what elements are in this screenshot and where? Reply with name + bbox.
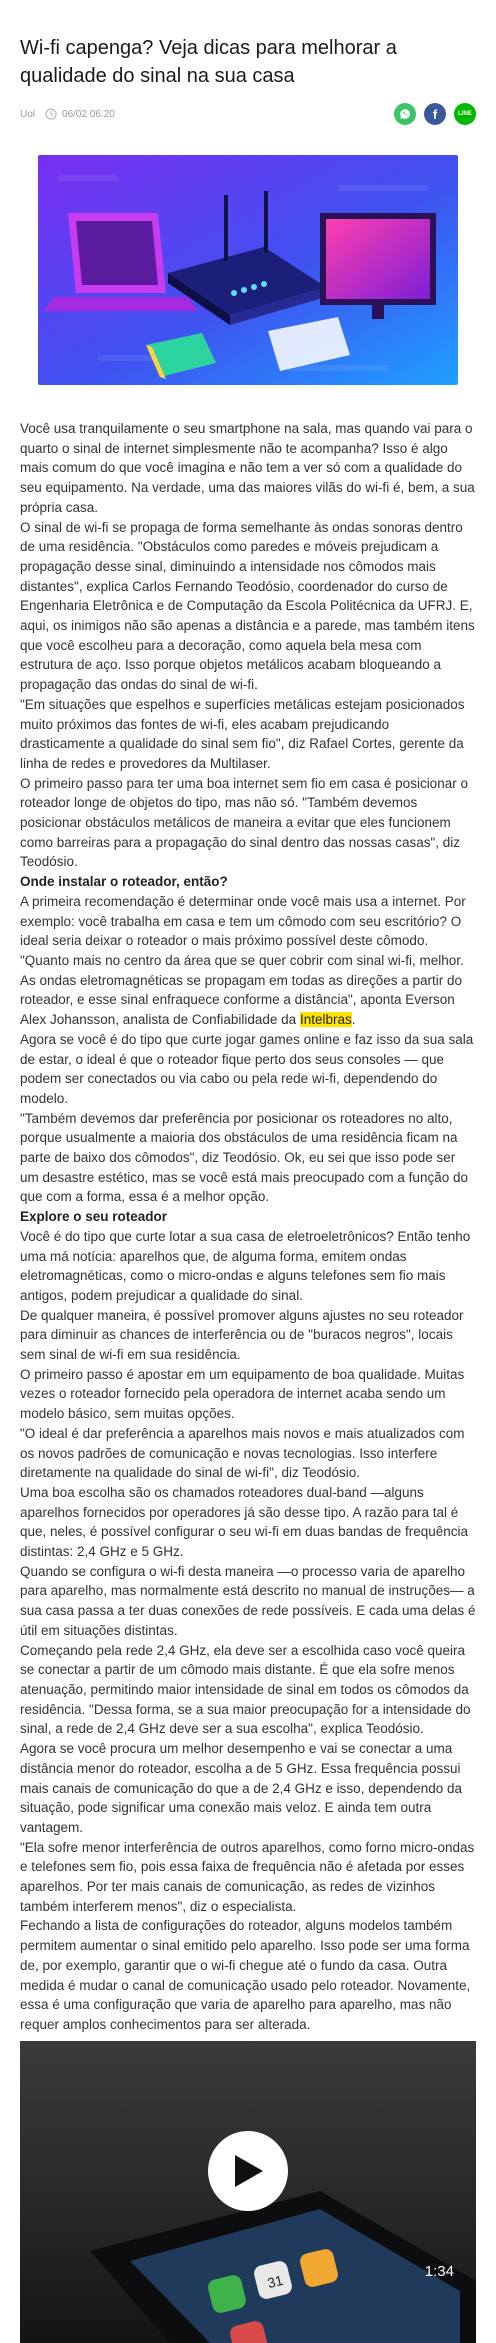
article-paragraph: "Também devemos dar preferência por posicionar os roteadores no alto, porque usualmente a maioria dos obstáculos de uma residência ficam na parte de baixo dos cômodos", diz Teodósio. Ok, eu sei que isso pode ser um desastre estético, mas se você está mais preocupado com a função do que com a forma, essa é a melhor opção. [20, 1110, 468, 1205]
article-paragraph: Você é do tipo que curte lotar a sua casa de eletroeletrônicos? Então tenho uma má notícia: aparelhos que, de alguma forma, emitem ondas eletromagnéticas, como o micro-ondas e alguns telefones sem fio mais antigos, podem prejudicar a qualidade do sinal. [20, 1228, 471, 1303]
clock-icon [45, 108, 57, 120]
line-icon[interactable]: LINE [454, 103, 476, 125]
article-paragraph: Uma boa escolha são os chamados roteadores dual-band —alguns aparelhos fornecidos por operadores já são desse tipo. A razão para tal é que, neles, é possível configurar o seu wi-fi em duas bandas de frequência distintas: 2,4 GHz e 5 GHz. [20, 1484, 469, 1560]
article-paragraph: De qualquer maneira, é possível promover alguns ajustes no seu roteador para diminuir as chances de interferência ou de "buracos negros", locais sem sinal de wi-fi em sua residência. [20, 1307, 464, 1363]
article-body [20, 419, 476, 2035]
article-paragraph: "Ela sofre menor interferência de outros aparelhos, como forno micro-ondas e telefones sem fio, pois essa faixa de frequência não é afetada por esses aparelhos. Por ter mais canais de comunicação, as redes de vizinhos também interferem menos", diz o especialista. [20, 1839, 475, 1914]
video-player[interactable] [20, 2041, 476, 2343]
article-paragraph: O primeiro passo para ter uma boa internet sem fio em casa é posicionar o roteador longe de objetos do tipo, mas não só. "Também devemos posicionar obstáculos metálicos de maneira a evitar que eles funcionem como barreiras para a propagação do sinal dentro das nossas casas", diz Teodósio. [20, 775, 468, 870]
section-heading: Onde instalar o roteador, então? [20, 874, 228, 890]
facebook-icon[interactable]: f [424, 103, 446, 125]
article-paragraph: O sinal de wi-fi se propaga de forma semelhante às ondas sonoras dentro de uma residência. "Obstáculos como paredes e móveis prejudicam a propagação desse sinal, diminuindo a intensidade nos cômodos mais distantes", explica Carlos Fernando Teodósio, coordenador do curso de Engenharia Eletrônica e de Computação da Escola Politécnica da UFRJ. E, aqui, os inimigos não são apenas a distância e a parede, mas também itens que você escolheu para a decoração, como aquela bela mesa com estrutura de aço. Isso porque objetos metálicos acabam bloqueando a propagação das ondas do sinal de wi-fi. [20, 519, 475, 693]
paragraph-text: "Quanto mais no centro da área que se quer cobrir com sinal wi-fi, melhor. As ondas eletromagnéticas se propagam em todas as direções a partir do roteador, e esse sinal enfraquece conforme a distância", aponta Everson Alex Johansson, analista de Confiabilidade da [20, 952, 464, 1028]
article-paragraph [20, 951, 476, 1030]
video-duration: 1:34 [424, 2262, 454, 2280]
whatsapp-icon[interactable] [394, 103, 416, 125]
source-label: Uol [20, 108, 36, 120]
article-paragraph: Fechando a lista de configurações do roteador, alguns modelos também permitem aumentar o sinal emitido pelo aparelho. Isso pode ser uma forma de, por exemplo, garantir que o wi-fi chegue até o fundo da casa. Outra medida é mudar o canal de comunicação usado pelo roteador. Novamente, essa é uma configuração que varia de aparelho para aparelho, mas não requer amplos conhecimentos para ser alterada. [20, 1918, 471, 2032]
article-paragraph: A primeira recomendação é determinar onde você mais usa a internet. Por exemplo: você trabalha em casa e tem um cômodo com seu escritório? O ideal seria deixar o roteador o mais próximo possível deste cômodo. [20, 893, 466, 949]
paragraph-text: . [351, 1012, 356, 1028]
play-icon [231, 2153, 265, 2189]
article-paragraph: O primeiro passo é apostar em um equipamento de boa qualidade. Muitas vezes o roteador fornecido pela operadora de internet acaba sendo um modelo básico, sem muitas opções. [20, 1366, 465, 1422]
article-paragraph: Começando pela rede 2,4 GHz, ela deve ser a escolhida caso você queira se conectar a partir de um cômodo mais distante. É que ela sofre menos atenuação, permitindo maior intensidade de sinal em todos os cômodos da residência. "Dessa forma, se a sua maior preocupação for a intensidade do sinal, a rede de 2,4 GHz deve ser a sua escolha", explica Teodósio. [20, 1642, 471, 1737]
highlighted-brand-link[interactable]: Intelbras [299, 1012, 352, 1028]
share-bar [394, 103, 476, 125]
play-button[interactable] [208, 2131, 288, 2211]
hero-illustration [38, 155, 458, 385]
article-paragraph: Você usa tranquilamente o seu smartphone na sala, mas quando vai para o quarto o sinal de internet simplesmente não te acompanha? Isso é algo mais comum do que você imagina e não tem a ver só com a qualidade do seu equipamento. Na verdade, uma das maiores vilãs do wi-fi é, bem, a sua própria casa. [20, 421, 475, 515]
publish-timestamp: 06/02 06:20 [62, 108, 115, 120]
article-paragraph: Agora se você procura um melhor desempenho e vai se conectar a uma distância menor do roteador, escolha a de 5 GHz. Essa frequência possui mais canais de comunicação do que a de 2,4 GHz e isso, dependendo da situação, pode significar uma conexão mais veloz. E ainda tem outra vantagem. [20, 1741, 463, 1835]
article-paragraph: "Em situações que espelhos e superfícies metálicas estejam posicionados muito próximos das fontes de wi-fi, eles acabam prejudicando drasticamente a qualidade do sinal sem fio", diz Rafael Cortes, gerente da linha de redes e provedores da Multilaser. [20, 696, 465, 771]
article-paragraph: Agora se você é do tipo que curte jogar games online e faz isso da sua sala de estar, o ideal é que o roteador fique perto dos seus consoles — que podem ser conectados ou via cabo ou pela rede wi-fi, dependendo do modelo. [20, 1031, 474, 1106]
article-meta [20, 102, 476, 126]
article-paragraph: Quando se configura o wi-fi desta maneira —o processo varia de aparelho para aparelho, mas normalmente está descrito no manual de instruções— a sua casa passa a ter duas conexões de rede possíveis. E cada uma delas é útil em situações distintas. [20, 1563, 476, 1638]
calendar-day-label: 31 [265, 2271, 285, 2291]
section-heading: Explore o seu roteador [20, 1209, 168, 1225]
article-paragraph: "O ideal é dar preferência a aparelhos mais novos e mais atualizados com os novos padrões de comunicação e novas tecnologias. Isso interfere diretamente na qualidade do sinal de wi-fi", diz Teodósio. [20, 1425, 465, 1481]
article-title: Wi-fi capenga? Veja dicas para melhorar a qualidade do sinal na sua casa [20, 37, 397, 87]
